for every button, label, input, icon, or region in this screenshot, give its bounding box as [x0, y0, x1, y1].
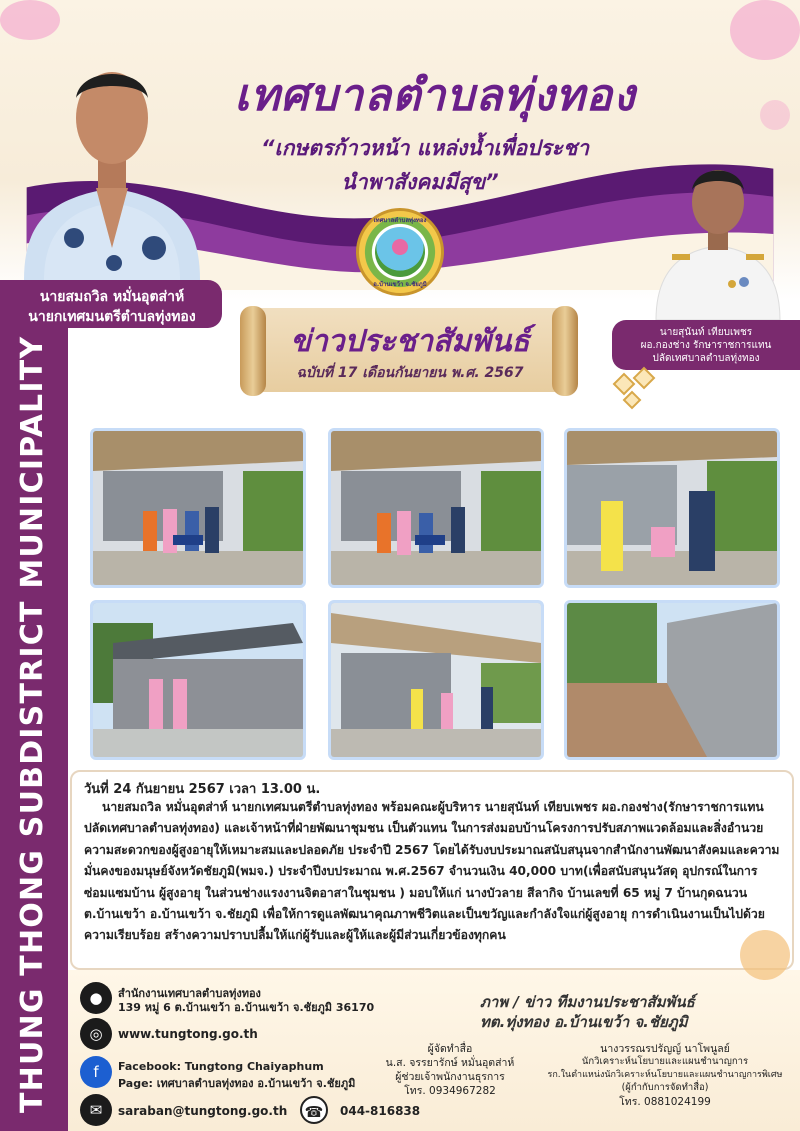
flower-decoration-footer	[740, 930, 790, 980]
slogan-line-2: นำพาสังคมมีสุข”	[341, 170, 499, 194]
deputy-position-line-2: ปลัดเทศบาลตำบลทุ่งทอง	[652, 353, 760, 364]
article-body: นายสมถวิล หมั่นอุตส่าห์ นายกเทศมนตรีตำบลทุ่งทอง พร้อมคณะผู้บริหาร นายสุนันท์ เทียบเพชร ผอ.กองช่าง(รักษาราชการแทนปลัดเทศบาลตำบลทุ่งทอง) และเจ้าหน้าที่ฝ่ายพัฒนาชุมชน เป็นตัวแทน ในการส่งมอบบ้านโครงการปรับสภาพแวดล้อมและสิ่งอำนวยความสะดวกของผู้สูงอายุให้เหมาะสมและปลอดภัย ประจำปี 2567 โดยได้รับงบประมาณสนับสนุนจากสำนักงานพัฒนาสังคมและความมั่นคงของมนุษย์จังหวัดชัยภูมิ(พมจ.) ประจำปีงบประมาณ พ.ศ.2567 จำนวนเงิน 40,000 บาท(เพื่อสนับสนุนวัสดุ อุปกรณ์ในการซ่อมแซมบ้าน ผู้สูงอายุ ในส่วนช่างแรงงานจิตอาสาในชุมชน ) มอบให้แก่ นางบัวลาย สีลากิจ บ้านเลขที่ 65 หมู่ 7 บ้านกุดฉนวน ต.บ้านเขว้า อ.บ้านเขว้า จ.ชัยภูมิ เพื่อให้การดูแลพัฒนาคุณภาพชีวิตและเป็นขวัญและกำลังใจแก่ผู้สูงอายุ การดำเนินงานเป็นไปด้วยความเรียบร้อย สร้างความปราบปลื้มให้แก่ผู้รับและผู้ให้และผู้มีส่วนเกี่ยวข้องทุกคน	[84, 800, 780, 943]
office-address: 139 หมู่ 6 ต.บ้านเขว้า อ.บ้านเขว้า จ.ชัยภูมิ 36170	[118, 1001, 375, 1014]
email-link[interactable]: saraban@tungtong.go.th	[118, 1104, 288, 1118]
seal-emblem-icon	[375, 227, 425, 277]
approver-tel: โทร. 0881024199	[619, 1096, 711, 1108]
mayor-name: นายสมถวิล หมั่นอุตส่าห์	[39, 289, 185, 305]
mayor-position: นายกเทศมนตรีตำบลทุ่งทอง	[28, 309, 196, 325]
approver-role-2: รก.ในตำแหน่งนักวิเคราะห์นโยบายและแผนชำนาญการพิเศษ	[547, 1070, 783, 1080]
approver-role-1: นักวิเคราะห์นโยบายและแผนชำนาญการ	[581, 1056, 749, 1067]
producer-role: ผู้ช่วยเจ้าพนักงานธุรการ	[395, 1071, 505, 1083]
seal-text-bottom: อ.บ้านเขว้า จ.ชัยภูมิ	[373, 281, 427, 288]
producer-name: น.ส. จรรยารักษ์ หมั่นอุตส่าห์	[385, 1057, 515, 1069]
photo-handover-3	[564, 428, 780, 588]
diamond-ornament-icon	[600, 364, 666, 414]
facebook-icon: f	[80, 1056, 112, 1088]
photo-handover-1	[90, 428, 306, 588]
phone-number[interactable]: 044-816838	[340, 1104, 421, 1118]
side-label: THUNG THONG SUBDISTRICT MUNICIPALITY	[15, 335, 50, 1113]
seal-text-top: เทศบาลตำบลทุ่งทอง	[373, 217, 427, 224]
producer-label: ผู้จัดทำสื่อ	[427, 1043, 473, 1055]
globe-icon: ◎	[80, 1018, 112, 1050]
approver-role-3: (ผู้กำกับการจัดทำสื่อ)	[621, 1082, 709, 1093]
credit-line-1: ภาพ / ข่าว ทีมงานประชาสัมพันธ์	[480, 993, 695, 1011]
phone-icon: ☎	[300, 1096, 328, 1124]
producer-tel: โทร. 0934967282	[404, 1085, 496, 1097]
article-date: วันที่ 24 กันยายน 2567 เวลา 13.00 น.	[84, 782, 321, 797]
mail-icon: ✉	[80, 1094, 112, 1126]
facebook-link[interactable]: Facebook: Tungtong Chaiyaphum	[118, 1060, 324, 1073]
mayor-portrait	[14, 48, 210, 280]
location-pin-icon: ●	[80, 982, 112, 1014]
flower-decoration-left	[0, 0, 60, 40]
slogan-line-1: “เกษตรก้าวหน้า แหล่งน้ำเพื่อประชา	[261, 136, 589, 160]
flower-decoration-right	[730, 0, 800, 60]
website-link[interactable]: www.tungtong.go.th	[118, 1027, 258, 1041]
photo-handover-2	[328, 428, 544, 588]
news-banner-title: ข่าวประชาสัมพันธ์	[290, 324, 530, 359]
page-title: เทศบาลตำบลทุ่งทอง	[234, 70, 636, 121]
office-name: สำนักงานเทศบาลตำบลทุ่งทอง	[118, 987, 261, 1000]
facebook-page-link[interactable]: Page: เทศบาลตำบลทุ่งทอง อ.บ้านเขว้า จ.ชัยภูมิ	[118, 1077, 356, 1090]
deputy-portrait	[652, 150, 784, 320]
photo-house-side-wall	[564, 600, 780, 760]
flower-decoration-right-small	[760, 100, 790, 130]
news-issue-label: ฉบับที่ 17 เดือนกันยายน พ.ศ. 2567	[296, 365, 524, 381]
photo-house-exterior	[90, 600, 306, 760]
photo-house-veranda	[328, 600, 544, 760]
approver-name: นางวรรณรปรัญญ์ นาโพนูลย์	[600, 1043, 730, 1055]
deputy-name: นายสุนันท์ เทียบเพชร	[659, 327, 753, 338]
deputy-position-line-1: ผอ.กองช่าง รักษาราชการแทน	[640, 340, 772, 351]
municipality-seal	[356, 208, 444, 296]
credit-line-2: ทต.ทุ่งทอง อ.บ้านเขว้า จ.ชัยภูมิ	[480, 1013, 688, 1031]
